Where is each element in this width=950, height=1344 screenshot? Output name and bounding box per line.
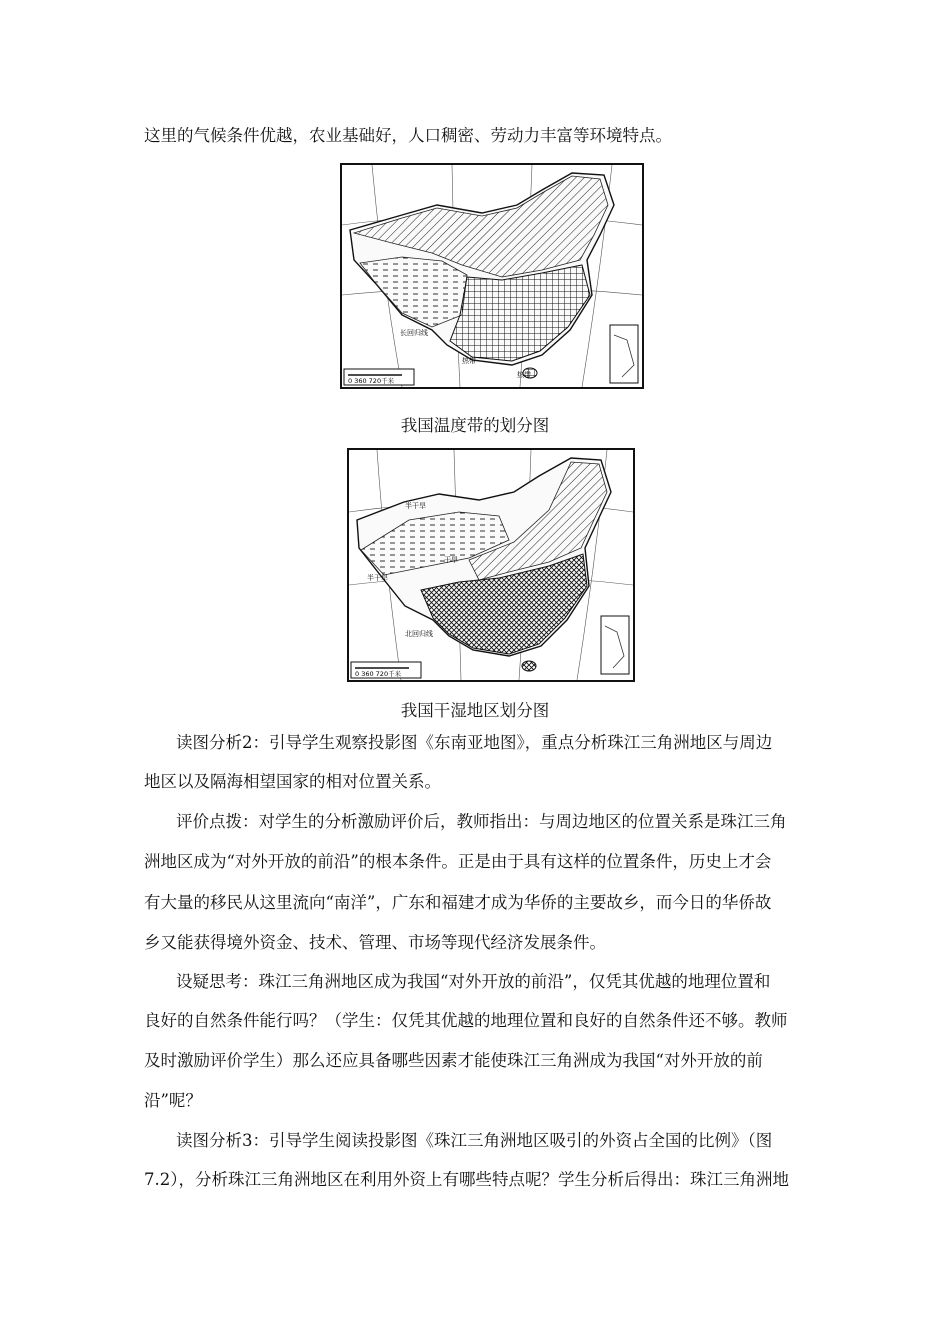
subtropical-zone — [450, 265, 590, 361]
paragraph-3-line-3: 及时激励评价学生）那么还应具备哪些因素才能使珠江三角洲成为我国“对外开放的前 — [144, 1051, 763, 1070]
paragraph-2-line-3: 有大量的移民从这里流向“南洋”，广东和福建才成为华侨的主要故乡，而今日的华侨故 — [144, 893, 772, 912]
paragraph-3-line-4: 沿”呢？ — [144, 1091, 202, 1110]
paragraph-3-line-2: 良好的自然条件能行吗？（学生：仅凭其优越的地理位置和良好的自然条件还不够。教师 — [144, 1011, 788, 1030]
figure-caption-drywet: 我国干湿地区划分图 — [400, 701, 550, 720]
scale-bar-text-1: 0 360 720千米 — [348, 377, 395, 385]
paragraph-1-line-1: 读图分析2：引导学生观察投影图《东南亚地图》，重点分析珠江三角洲地区与周边 — [176, 733, 773, 752]
map1-label-tropic-line: 长回归线 — [400, 329, 428, 337]
paragraph-3-line-1: 设疑思考：珠江三角洲地区成为我国“对外开放的前沿”，仅凭其优越的地理位置和 — [176, 972, 771, 991]
map1-label-tropic-1: 热带 — [462, 357, 476, 365]
dry-wet-region-map — [347, 448, 635, 682]
map2-label-arid: 干旱 — [444, 556, 458, 564]
paragraph-4-line-1: 读图分析3：引导学生阅读投影图《珠江三角洲地区吸引的外资占全国的比例》（图 — [176, 1131, 773, 1150]
scale-bar-text-2: 0 360 720千米 — [355, 670, 402, 678]
figure-caption-temperature: 我国温度带的划分图 — [400, 416, 550, 435]
paragraph-4-line-2: 7.2），分析珠江三角洲地区在利用外资上有哪些特点呢？学生分析后得出：珠江三角洲地 — [144, 1170, 789, 1189]
map2-label-tropic-line: 北回归线 — [405, 630, 433, 638]
paragraph-2-line-4: 乡又能获得境外资金、技术、管理、市场等现代经济发展条件。 — [144, 933, 606, 952]
map2-label-semiarid-2: 半干旱 — [367, 574, 388, 582]
map2-label-semiarid-1: 半干旱 — [405, 502, 426, 510]
map1-label-tropic-2: 热带 — [517, 371, 531, 379]
paragraph-1-line-2: 地区以及隔海相望国家的相对位置关系。 — [144, 772, 441, 791]
paragraph-2-line-2: 洲地区成为“对外开放的前沿”的根本条件。正是由于具有这样的位置条件，历史上才会 — [144, 852, 772, 871]
intro-text: 这里的气候条件优越，农业基础好，人口稠密、劳动力丰富等环境特点。 — [144, 126, 672, 145]
temperature-zone-map — [340, 163, 644, 389]
paragraph-2-line-1: 评价点拨：对学生的分析激励评价后，教师指出：与周边地区的位置关系是珠江三角 — [176, 812, 787, 831]
